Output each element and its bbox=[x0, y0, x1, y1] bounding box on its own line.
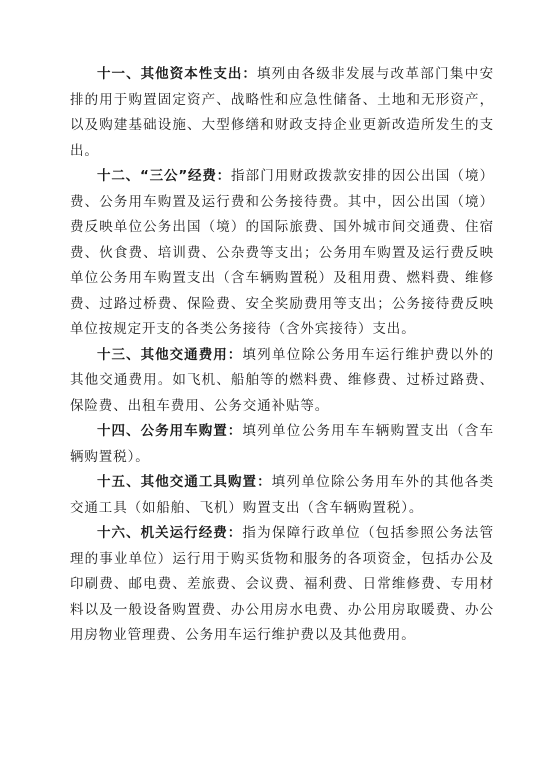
term-definition: 填列由各级非发展与改革部门集中安排的用于购置固定资产、战略性和应急性储备、土地和无形资产，以及购建基础设施、大型修缮和财政支持企业更新改造所发生的支出。 bbox=[70, 66, 494, 159]
term-definition: 指为保障行政单位（包括参照公务法管理的事业单位）运行用于购买货物和服务的各项资金，包括办公及印刷费、邮电费、差旅费、会议费、福利费、日常维修费、专用材料以及一般设备购置费、办公用房水电费、办公用房取暖费、办公用房物业管理费、公务用车运行维护费以及其他费用。 bbox=[70, 525, 494, 643]
term-heading: 十四、公务用车购置： bbox=[97, 423, 243, 439]
paragraph-agency-operating-funds bbox=[70, 521, 494, 649]
document-body bbox=[70, 62, 494, 649]
term-definition: 填列单位公务用车车辆购置支出（含车辆购置税）。 bbox=[70, 423, 494, 465]
paragraph-official-vehicle-purchase bbox=[70, 419, 494, 470]
paragraph-other-vehicle-purchase bbox=[70, 470, 494, 521]
term-definition: 指部门用财政拨款安排的因公出国（境）费、公务用车购置及运行费和公务接待费。其中，因公出国（境）费反映单位公务出国（境）的国际旅费、国外城市间交通费、住宿费、伙食费、培训费、公杂费等支出；公务用车购置及运行费反映单位公务用车购置支出（含车辆购置税）及租用费、燃料费、维修费、过路过桥费、保险费、安全奖励费用等支出；公务接待费反映单位按规定开支的各类公务接待（含外宾接待）支出。 bbox=[70, 168, 494, 337]
paragraph-other-capital-expenditure bbox=[70, 62, 494, 164]
term-heading: 十二、“三公”经费： bbox=[97, 168, 231, 184]
term-heading: 十一、其他资本性支出： bbox=[97, 66, 257, 82]
paragraph-other-transport-costs bbox=[70, 343, 494, 420]
term-heading: 十五、其他交通工具购置： bbox=[97, 474, 272, 490]
paragraph-three-public-expenses bbox=[70, 164, 494, 343]
term-definition: 填列单位除公务用车外的其他各类交通工具（如船舶、飞机）购置支出（含车辆购置税）。 bbox=[70, 474, 495, 516]
term-heading: 十六、机关运行经费： bbox=[97, 525, 243, 541]
term-heading: 十三、其他交通费用： bbox=[97, 346, 243, 363]
term-definition: 填列单位除公务用车运行维护费以外的其他交通费用。如飞机、船舶等的燃料费、维修费、过桥过路费、保险费、出租车费用、公务交通补贴等。 bbox=[70, 346, 494, 414]
